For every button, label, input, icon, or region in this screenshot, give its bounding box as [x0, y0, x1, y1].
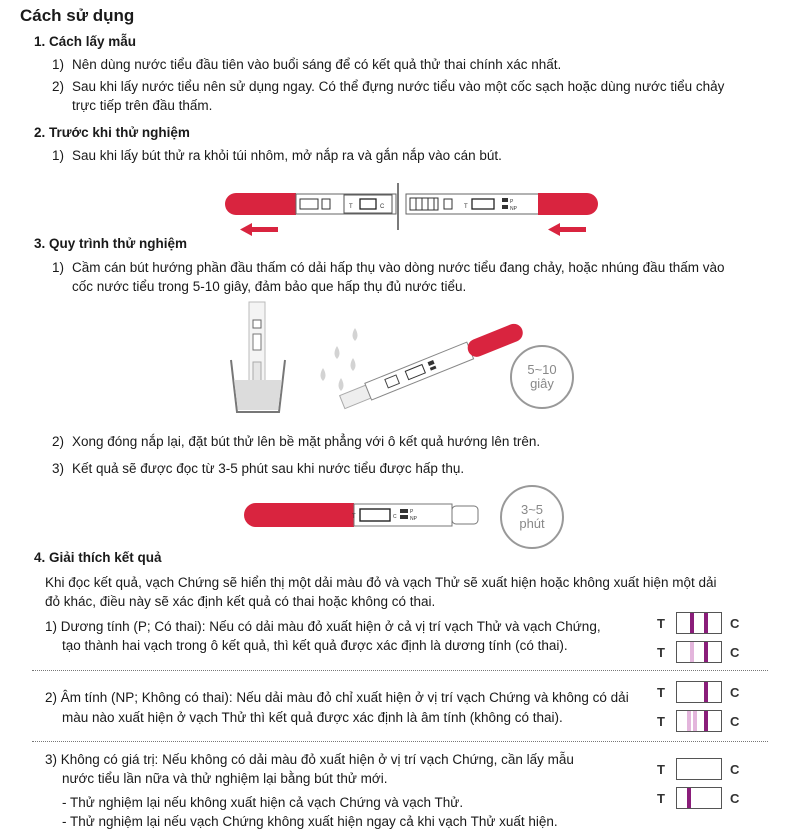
faint-line-1 [687, 711, 691, 731]
s3-item-3-text: Kết quả sẽ được đọc từ 3-5 phút sau khi nước tiểu được hấp thụ. [72, 461, 465, 476]
timer-3-5-minutes [500, 485, 564, 549]
dotted-divider-1 [32, 670, 768, 671]
positive-line-1: 1) Dương tính (P; Có thai): Nếu có dải màu đỏ xuất hiện ở cả vị trí vạch Thử và vạch Chứng, [45, 619, 601, 634]
control-line [704, 711, 708, 731]
timer1-value: 5~10 [527, 362, 557, 377]
test-line [690, 613, 694, 633]
section-4-heading: 4. Giải thích kết quả [34, 550, 162, 565]
pen-left [225, 193, 396, 215]
timer2-unit: phút [519, 516, 545, 531]
neg2-t-label: T [657, 714, 665, 729]
closed-pen-t-label: T [352, 514, 356, 520]
s3-item-2-num: 2) [52, 434, 65, 449]
negative-line-1: 2) Âm tính (NP; Không có thai): Nếu dải màu đỏ chỉ xuất hiện ở vị trí vạch Chứng và không có dải [45, 690, 629, 705]
result-positive-faint [676, 641, 722, 663]
s1-item-1 [52, 55, 561, 74]
pen-left-c-label: C [380, 204, 385, 210]
s1-item-2-cont: trực tiếp trên đầu thấm. [72, 98, 213, 113]
s3-item-3-num: 3) [52, 461, 65, 476]
s3-item-1-cont: cốc nước tiểu trong 5-10 giây, đảm bảo que hấp thụ đủ nước tiểu. [72, 279, 467, 294]
neg2-c-label: C [730, 714, 740, 729]
arrow-right-icon [548, 223, 586, 236]
invalid-bullet-2: - Thử nghiệm lại nếu vạch Chứng không xuất hiện ngay cả khi vạch Thử xuất hiện. [62, 814, 558, 829]
s3-item-1-text: Cầm cán bút hướng phần đầu thấm có dải hấp thụ vào dòng nước tiểu đang chảy, hoặc nhúng đầu thấm vào [72, 260, 725, 275]
s2-item-1-num: 1) [52, 148, 65, 163]
page-title: Cách sử dụng [20, 6, 135, 25]
neg1-t-label: T [657, 685, 665, 700]
invalid-line-2: nước tiểu lần nữa và thử nghiệm lại bằng bút thử mới. [62, 771, 388, 786]
section-3-heading: 3. Quy trình thử nghiệm [34, 236, 188, 251]
s1-item-1-num: 1) [52, 57, 65, 72]
s1-item-2-num: 2) [52, 79, 65, 94]
s4-intro-line-2: đỏ khác, điều này sẽ xác định kết quả có thai hoặc không có thai. [45, 594, 436, 609]
pos1-t-label: T [657, 616, 665, 631]
test-line [687, 788, 691, 808]
result-negative-faint [676, 710, 722, 732]
s1-item-2-text: Sau khi lấy nước tiểu nên sử dụng ngay. Có thể đựng nước tiểu vào một cốc sạch hoặc dùng nước tiểu chảy [72, 79, 725, 94]
result-invalid-test-only [676, 787, 722, 809]
closed-pen-c-label: C [393, 514, 397, 520]
inv2-c-label: C [730, 791, 740, 806]
control-line [704, 613, 708, 633]
s1-item-1-text: Nên dùng nước tiểu đầu tiên vào buổi sáng để có kết quả thử thai chính xác nhất. [72, 57, 562, 72]
positive-line-2: tạo thành hai vạch trong ô kết quả, thì kết quả được xác định là dương tính (có thai). [62, 638, 568, 653]
s3-item-1 [52, 258, 724, 277]
pen-right-np-label: NP [510, 206, 517, 212]
pen-cap-illustration [210, 180, 610, 240]
closed-pen-np-label: NP [410, 516, 417, 522]
s3-item-2-text: Xong đóng nắp lại, đặt bút thử lên bề mặt phẳng với ô kết quả hướng lên trên. [72, 434, 541, 449]
faint-line-2 [693, 711, 697, 731]
pen-right [406, 193, 598, 215]
timer-5-10-seconds [510, 345, 574, 409]
closed-pen-p-label: P [410, 509, 414, 515]
s2-item-1-text: Sau khi lấy bút thử ra khỏi túi nhôm, mở nắp ra và gắn nắp vào cán bút. [72, 148, 502, 163]
result-positive-strong [676, 612, 722, 634]
dotted-divider-2 [32, 741, 768, 742]
timer2-value: 3~5 [520, 502, 544, 517]
control-line [704, 642, 708, 662]
diagonal-pen [339, 321, 526, 410]
closed-pen-illustration [242, 500, 492, 536]
invalid-line-1: 3) Không có giá trị: Nếu không có dải màu đỏ xuất hiện ở vị trí vạch Chứng, cần lấy mẫu [45, 752, 574, 767]
result-invalid-empty [676, 758, 722, 780]
inv1-t-label: T [657, 762, 665, 777]
s3-item-3 [52, 459, 464, 478]
s3-item-2 [52, 432, 540, 451]
pen-right-p-label: P [510, 199, 514, 205]
inv1-c-label: C [730, 762, 740, 777]
water-drops-icon [321, 328, 358, 391]
pos1-c-label: C [730, 616, 740, 631]
control-line [704, 682, 708, 702]
s1-item-2 [52, 77, 724, 96]
neg1-c-label: C [730, 685, 740, 700]
pen-right-t-label: T [464, 204, 468, 210]
inv2-t-label: T [657, 791, 665, 806]
negative-line-2: màu nào xuất hiện ở vạch Thử thì kết quả được xác định là âm tính (không có thai). [62, 710, 563, 725]
timer1-unit: giây [530, 376, 554, 391]
result-negative [676, 681, 722, 703]
section-1-heading: 1. Cách lấy mẫu [34, 34, 137, 49]
s2-item-1 [52, 146, 502, 165]
section-2-heading: 2. Trước khi thử nghiệm [34, 125, 190, 140]
s4-intro-line-1: Khi đọc kết quả, vạch Chứng sẽ hiển thị một dải màu đỏ và vạch Thử sẽ xuất hiện hoặc không xuất hiện một dải [45, 575, 717, 590]
arrow-left-icon [240, 223, 278, 236]
test-line [690, 642, 694, 662]
invalid-bullet-1: - Thử nghiệm lại nếu không xuất hiện cả vạch Chứng và vạch Thử. [62, 795, 464, 810]
pen-left-t-label: T [349, 204, 353, 210]
s3-item-1-num: 1) [52, 260, 65, 275]
pos2-c-label: C [730, 645, 740, 660]
pos2-t-label: T [657, 645, 665, 660]
